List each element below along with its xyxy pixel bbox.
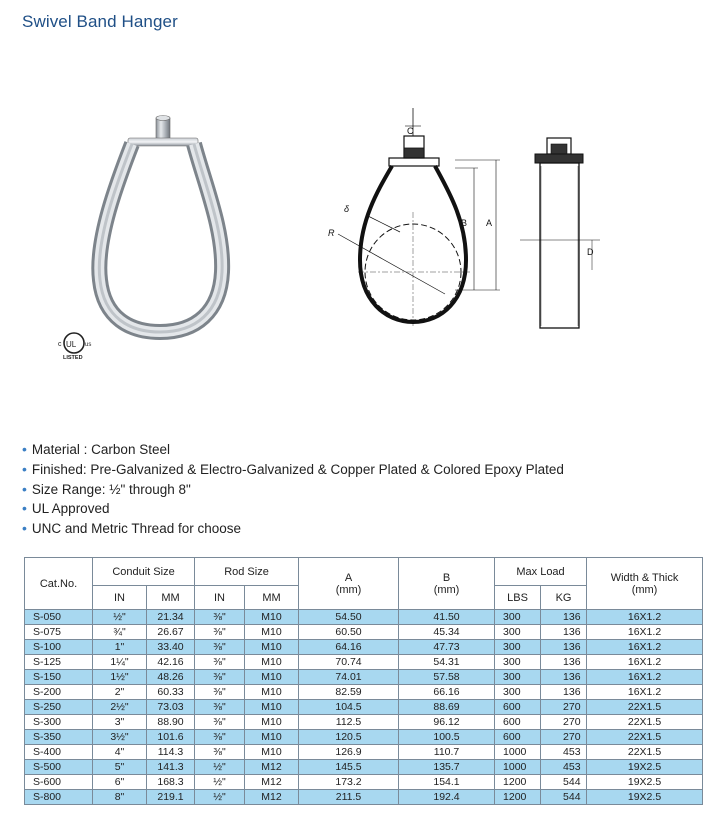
feature-thread: • UNC and Metric Thread for choose [22, 519, 564, 539]
feature-list [22, 440, 564, 539]
cell-width-thick: 16X1.2 [587, 640, 703, 655]
cell-a: 60.50 [299, 625, 399, 640]
cell-lbs: 1000 [495, 760, 541, 775]
cell-conduit-in: 2½" [93, 700, 147, 715]
cell-lbs: 1200 [495, 790, 541, 805]
table-row [25, 700, 703, 715]
table-row [25, 715, 703, 730]
cell-cat-no: S-400 [25, 745, 93, 760]
svg-text:δ: δ [344, 204, 350, 214]
cell-conduit-mm: 21.34 [147, 610, 195, 625]
cell-conduit-mm: 219.1 [147, 790, 195, 805]
front-view-labels [328, 126, 492, 238]
cell-conduit-mm: 26.67 [147, 625, 195, 640]
header-lbs: LBS [495, 586, 541, 610]
cell-lbs: 600 [495, 700, 541, 715]
cell-kg: 453 [541, 745, 587, 760]
cell-b: 45.34 [399, 625, 495, 640]
header-rod-size: Rod Size [195, 558, 299, 586]
cell-kg: 136 [541, 625, 587, 640]
svg-text:us: us [85, 342, 92, 348]
cell-conduit-in: 8" [93, 790, 147, 805]
cell-rod-in: ⅜" [195, 700, 245, 715]
header-conduit-mm: MM [147, 586, 195, 610]
cell-rod-mm: M10 [245, 700, 299, 715]
header-conduit-in: IN [93, 586, 147, 610]
table-row [25, 640, 703, 655]
side-view-labels [587, 247, 594, 257]
cell-kg: 453 [541, 760, 587, 775]
cell-lbs: 1000 [495, 745, 541, 760]
feature-size-range: • Size Range: ½" through 8" [22, 480, 564, 500]
cell-conduit-mm: 42.16 [147, 655, 195, 670]
cell-cat-no: S-200 [25, 685, 93, 700]
cell-conduit-mm: 114.3 [147, 745, 195, 760]
cell-kg: 136 [541, 670, 587, 685]
cell-lbs: 300 [495, 610, 541, 625]
cell-rod-in: ½" [195, 775, 245, 790]
cell-cat-no: S-100 [25, 640, 93, 655]
table-row [25, 685, 703, 700]
table-row [25, 655, 703, 670]
cell-rod-mm: M10 [245, 610, 299, 625]
header-rod-in: IN [195, 586, 245, 610]
front-view-drawing [338, 108, 500, 328]
cell-rod-in: ½" [195, 760, 245, 775]
cell-kg: 544 [541, 775, 587, 790]
cell-conduit-in: 5" [93, 760, 147, 775]
cell-b: 66.16 [399, 685, 495, 700]
cell-a: 173.2 [299, 775, 399, 790]
cell-a: 104.5 [299, 700, 399, 715]
cell-rod-mm: M10 [245, 640, 299, 655]
cell-width-thick: 16X1.2 [587, 685, 703, 700]
svg-text:A: A [486, 218, 493, 228]
cell-width-thick: 16X1.2 [587, 610, 703, 625]
ul-listed-logo [58, 333, 91, 361]
cell-cat-no: S-150 [25, 670, 93, 685]
spec-table-header [25, 558, 703, 610]
cell-rod-in: ⅜" [195, 715, 245, 730]
cell-kg: 270 [541, 700, 587, 715]
cell-b: 192.4 [399, 790, 495, 805]
table-row [25, 775, 703, 790]
cell-cat-no: S-600 [25, 775, 93, 790]
cell-rod-in: ½" [195, 790, 245, 805]
cell-kg: 270 [541, 730, 587, 745]
cell-rod-in: ⅜" [195, 625, 245, 640]
cell-a: 120.5 [299, 730, 399, 745]
cell-cat-no: S-050 [25, 610, 93, 625]
cell-rod-mm: M12 [245, 790, 299, 805]
cell-conduit-in: 1¼" [93, 655, 147, 670]
cell-a: 126.9 [299, 745, 399, 760]
cell-conduit-mm: 48.26 [147, 670, 195, 685]
cell-conduit-in: ½" [93, 610, 147, 625]
cell-conduit-in: 6" [93, 775, 147, 790]
cell-lbs: 600 [495, 715, 541, 730]
header-rod-mm: MM [245, 586, 299, 610]
cell-width-thick: 22X1.5 [587, 730, 703, 745]
header-a: A (mm) [299, 558, 399, 610]
cell-width-thick: 16X1.2 [587, 655, 703, 670]
cell-width-thick: 22X1.5 [587, 715, 703, 730]
table-row [25, 745, 703, 760]
cell-width-thick: 16X1.2 [587, 625, 703, 640]
cell-a: 54.50 [299, 610, 399, 625]
cell-b: 110.7 [399, 745, 495, 760]
cell-kg: 136 [541, 685, 587, 700]
cell-width-thick: 19X2.5 [587, 775, 703, 790]
header-b: B (mm) [399, 558, 495, 610]
cell-conduit-in: ¾" [93, 625, 147, 640]
cell-conduit-in: 1½" [93, 670, 147, 685]
table-row [25, 760, 703, 775]
cell-kg: 270 [541, 715, 587, 730]
header-width-thick: Width & Thick (mm) [587, 558, 703, 610]
header-kg: KG [541, 586, 587, 610]
cell-kg: 136 [541, 610, 587, 625]
cell-b: 96.12 [399, 715, 495, 730]
table-row [25, 670, 703, 685]
cell-rod-mm: M10 [245, 655, 299, 670]
cell-conduit-mm: 73.03 [147, 700, 195, 715]
cell-lbs: 300 [495, 640, 541, 655]
feature-material: • Material : Carbon Steel [22, 440, 564, 460]
cell-width-thick: 22X1.5 [587, 745, 703, 760]
svg-text:LISTED: LISTED [63, 355, 83, 361]
svg-text:D: D [587, 247, 594, 257]
cell-b: 88.69 [399, 700, 495, 715]
cell-kg: 136 [541, 640, 587, 655]
cell-conduit-mm: 33.40 [147, 640, 195, 655]
cell-b: 41.50 [399, 610, 495, 625]
cell-a: 70.74 [299, 655, 399, 670]
cell-width-thick: 19X2.5 [587, 790, 703, 805]
cell-rod-mm: M10 [245, 745, 299, 760]
cell-rod-mm: M10 [245, 625, 299, 640]
cell-width-thick: 16X1.2 [587, 670, 703, 685]
cell-rod-mm: M10 [245, 730, 299, 745]
cell-rod-in: ⅜" [195, 655, 245, 670]
cell-a: 74.01 [299, 670, 399, 685]
cell-a: 82.59 [299, 685, 399, 700]
cell-rod-mm: M10 [245, 715, 299, 730]
cell-kg: 544 [541, 790, 587, 805]
cell-rod-in: ⅜" [195, 685, 245, 700]
table-row [25, 730, 703, 745]
cell-cat-no: S-125 [25, 655, 93, 670]
header-cat-no: Cat.No. [25, 558, 93, 610]
product-figure [0, 100, 725, 380]
cell-a: 64.16 [299, 640, 399, 655]
cell-a: 211.5 [299, 790, 399, 805]
cell-b: 47.73 [399, 640, 495, 655]
cell-rod-in: ⅜" [195, 745, 245, 760]
cell-rod-in: ⅜" [195, 730, 245, 745]
cell-rod-mm: M10 [245, 670, 299, 685]
cell-lbs: 1200 [495, 775, 541, 790]
table-row [25, 610, 703, 625]
cell-cat-no: S-300 [25, 715, 93, 730]
header-max-load: Max Load [495, 558, 587, 586]
cell-lbs: 300 [495, 655, 541, 670]
cell-b: 54.31 [399, 655, 495, 670]
cell-lbs: 300 [495, 685, 541, 700]
cell-a: 145.5 [299, 760, 399, 775]
cell-cat-no: S-350 [25, 730, 93, 745]
cell-cat-no: S-075 [25, 625, 93, 640]
cell-lbs: 300 [495, 670, 541, 685]
svg-text:B: B [461, 218, 468, 228]
cell-cat-no: S-800 [25, 790, 93, 805]
table-row [25, 790, 703, 805]
cell-rod-in: ⅜" [195, 640, 245, 655]
cell-width-thick: 22X1.5 [587, 700, 703, 715]
cell-lbs: 600 [495, 730, 541, 745]
svg-text:c: c [58, 341, 62, 348]
page-title: Swivel Band Hanger [22, 12, 178, 31]
svg-text:R: R [328, 228, 335, 238]
cell-conduit-mm: 141.3 [147, 760, 195, 775]
cell-conduit-mm: 101.6 [147, 730, 195, 745]
cell-rod-mm: M12 [245, 760, 299, 775]
cell-conduit-in: 3½" [93, 730, 147, 745]
spec-table [24, 557, 703, 805]
hanger-photo [99, 116, 222, 333]
cell-lbs: 300 [495, 625, 541, 640]
svg-text:UL: UL [66, 340, 77, 349]
spec-table-body [25, 610, 703, 805]
cell-rod-mm: M10 [245, 685, 299, 700]
table-row [25, 625, 703, 640]
cell-rod-in: ⅜" [195, 610, 245, 625]
cell-conduit-mm: 168.3 [147, 775, 195, 790]
cell-conduit-mm: 88.90 [147, 715, 195, 730]
feature-finish: • Finished: Pre-Galvanized & Electro-Galvanized & Copper Plated & Colored Epoxy Plated [22, 460, 564, 480]
cell-b: 100.5 [399, 730, 495, 745]
feature-ul-approved: • UL Approved [22, 499, 564, 519]
cell-b: 57.58 [399, 670, 495, 685]
cell-conduit-in: 1" [93, 640, 147, 655]
cell-kg: 136 [541, 655, 587, 670]
cell-conduit-mm: 60.33 [147, 685, 195, 700]
cell-a: 112.5 [299, 715, 399, 730]
cell-cat-no: S-250 [25, 700, 93, 715]
cell-conduit-in: 2" [93, 685, 147, 700]
cell-conduit-in: 3" [93, 715, 147, 730]
cell-rod-in: ⅜" [195, 670, 245, 685]
cell-cat-no: S-500 [25, 760, 93, 775]
cell-conduit-in: 4" [93, 745, 147, 760]
svg-text:C: C [407, 126, 414, 136]
header-conduit-size: Conduit Size [93, 558, 195, 586]
cell-b: 154.1 [399, 775, 495, 790]
cell-b: 135.7 [399, 760, 495, 775]
cell-rod-mm: M12 [245, 775, 299, 790]
side-view-drawing [520, 138, 600, 328]
cell-width-thick: 19X2.5 [587, 760, 703, 775]
